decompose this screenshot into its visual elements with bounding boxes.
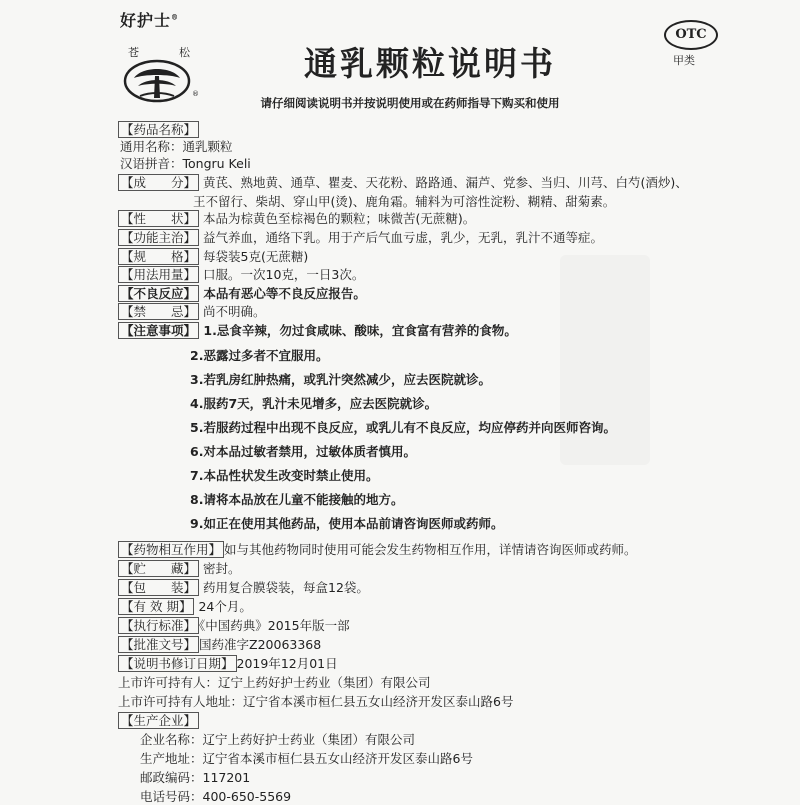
storage-row: 【贮 藏】 密封。 <box>118 560 241 577</box>
reading-notice: 请仔细阅读说明书并按说明使用或在药师指导下购买和使用 <box>260 96 560 110</box>
approval-row: 【批准文号】 国药准字Z20063368 <box>118 636 321 653</box>
brand-pine-label: 苍 松 <box>128 46 190 59</box>
cautions-row: 【注意事项】 1.忌食辛辣，勿过食咸味、酸味，宜食富有营养的食物。 <box>118 322 517 339</box>
contraindication-row: 【禁 忌】 尚不明确。 <box>118 303 266 320</box>
caution-item: 9.如正在使用其他药品，使用本品前请咨询医师或药师。 <box>190 516 504 531</box>
spec-row: 【规 格】 每袋装5克(无蔗糖) <box>118 248 308 265</box>
phone-number: 电话号码：400-650-5569 <box>140 789 292 804</box>
interaction-row: 【药物相互作用】 如与其他药物同时使用可能会发生药物相互作用，详情请咨询医师或药师。 <box>118 541 637 558</box>
revision-row: 【说明书修订日期】 2019年12月01日 <box>118 655 338 672</box>
manufacturer-label: 【生产企业】 <box>118 712 199 729</box>
production-address: 生产地址：辽宁省本溪市桓仁县五女山经济开发区泰山路6号 <box>140 751 473 766</box>
license-holder-address: 上市许可持有人地址：辽宁省本溪市桓仁县五女山经济开发区泰山路6号 <box>118 694 514 709</box>
brand-name: 好护士® <box>120 11 180 30</box>
postcode: 邮政编码：117201 <box>140 770 251 785</box>
adverse-reaction-row: 【不良反应】 本品有恶心等不良反应报告。 <box>118 285 366 302</box>
usage-row: 【用法用量】 口服。一次10克，一日3次。 <box>118 266 364 283</box>
drug-name-label: 【药品名称】 <box>118 121 199 138</box>
otc-class: 甲类 <box>673 54 695 67</box>
otc-badge: OTC <box>664 20 718 50</box>
caution-item: 7.本品性状发生改变时禁止使用。 <box>190 468 379 483</box>
generic-name: 通用名称：通乳颗粒 <box>120 139 233 154</box>
indication-row: 【功能主治】 益气养血，通络下乳。用于产后气血亏虚，乳少，无乳，乳汁不通等症。 <box>118 229 603 246</box>
caution-item: 5.若服药过程中出现不良反应，或乳儿有不良反应，均应停药并向医师咨询。 <box>190 420 616 435</box>
company-name: 企业名称：辽宁上药好护士药业（集团）有限公司 <box>140 732 416 747</box>
validity-row: 【有 效 期】 24个月。 <box>118 598 252 615</box>
character-row: 【性 状】 本品为棕黄色至棕褐色的颗粒；味微苦(无蔗糖)。 <box>118 210 475 227</box>
composition-continued: 王不留行、柴胡、穿山甲(烫)、鹿角霜。辅料为可溶性淀粉、糊精、甜菊素。 <box>193 194 616 209</box>
standard-row: 【执行标准】 《中国药典》2015年版一部 <box>118 617 350 634</box>
caution-item: 2.恶露过多者不宜服用。 <box>190 348 329 363</box>
document-title: 通乳颗粒说明书 <box>304 44 556 83</box>
logo-registered-mark: ® <box>192 90 199 98</box>
pinyin-name: 汉语拼音：Tongru Keli <box>120 156 251 171</box>
caution-item: 8.请将本品放在儿童不能接触的地方。 <box>190 492 404 507</box>
composition-row: 【成 分】 黄芪、熟地黄、通草、瞿麦、天花粉、路路通、漏芦、党参、当归、川芎、白芍(酒炒)、 <box>118 174 688 191</box>
caution-item: 6.对本品过敏者禁用，过敏体质者慎用。 <box>190 444 416 459</box>
pine-logo-icon <box>122 58 192 104</box>
caution-item: 4.服药7天，乳汁未见增多，应去医院就诊。 <box>190 396 438 411</box>
package-row: 【包 装】 药用复合膜袋装，每盒12袋。 <box>118 579 369 596</box>
license-holder: 上市许可持有人：辽宁上药好护士药业（集团）有限公司 <box>118 675 431 690</box>
caution-item: 3.若乳房红肿热痛，或乳汁突然减少，应去医院就诊。 <box>190 372 491 387</box>
